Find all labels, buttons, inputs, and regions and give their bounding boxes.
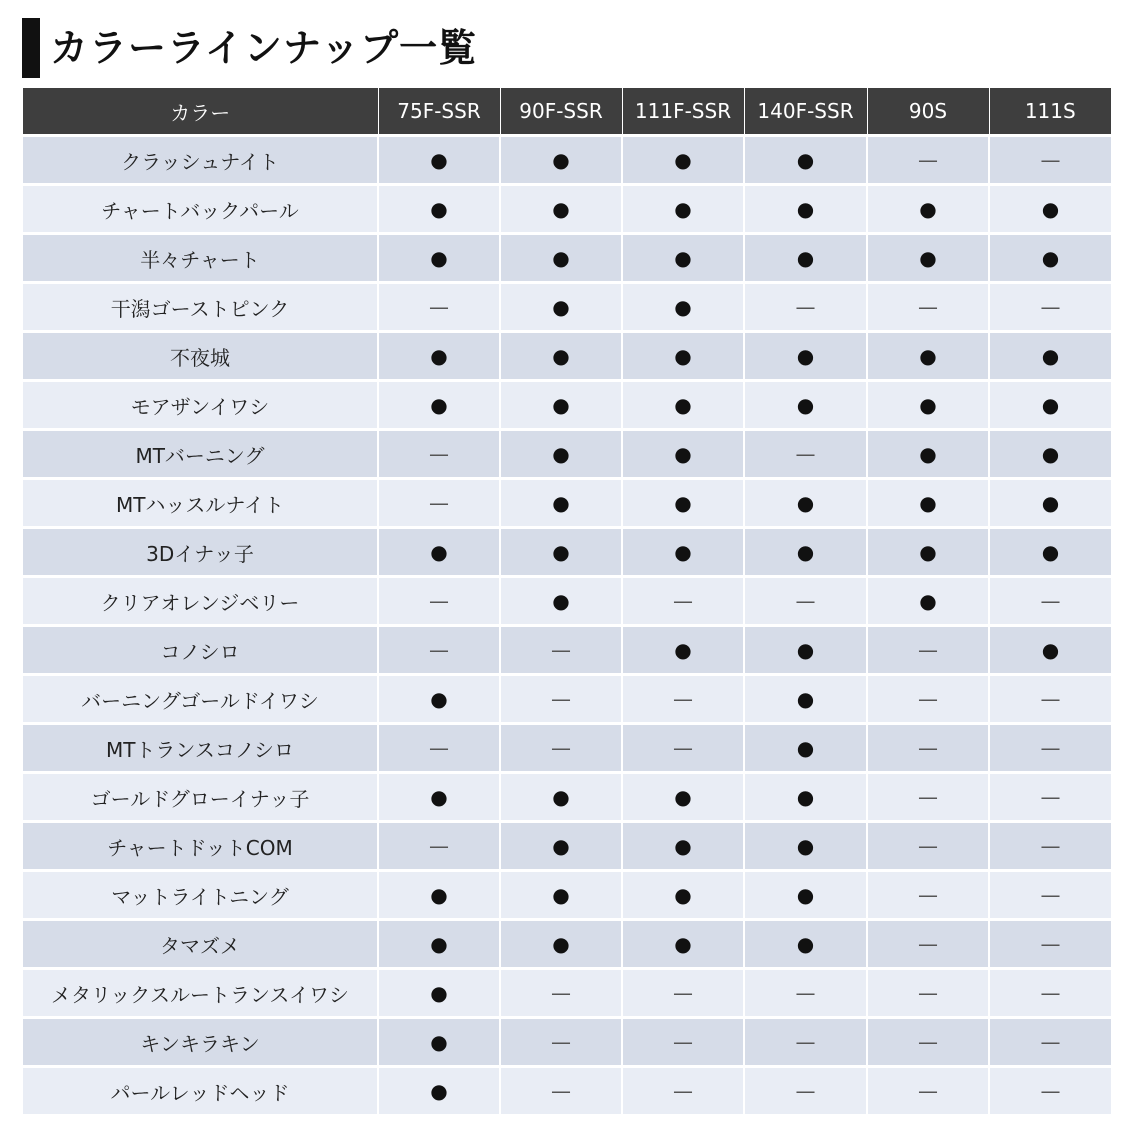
unavailable-mark: — [989, 1067, 1111, 1115]
available-mark: ● [867, 430, 989, 479]
color-name-cell: マットライトニング [23, 871, 378, 920]
unavailable-mark: — [378, 724, 500, 773]
available-mark: ● [744, 724, 867, 773]
available-mark: ● [867, 234, 989, 283]
unavailable-mark: — [378, 479, 500, 528]
unavailable-mark: — [744, 1018, 867, 1067]
available-mark: ● [622, 528, 744, 577]
available-mark: ● [744, 920, 867, 969]
table-row [23, 773, 1111, 822]
page-title-block [22, 18, 477, 78]
available-mark: ● [989, 430, 1111, 479]
unavailable-mark: — [989, 871, 1111, 920]
unavailable-mark: — [989, 724, 1111, 773]
table-row [23, 969, 1111, 1018]
available-mark: ● [500, 528, 622, 577]
available-mark: ● [989, 332, 1111, 381]
unavailable-mark: — [989, 577, 1111, 626]
unavailable-mark: — [622, 577, 744, 626]
color-name-cell: MTハッスルナイト [23, 479, 378, 528]
table-row [23, 381, 1111, 430]
column-header-90f-ssr: 90F-SSR [500, 88, 622, 136]
table-row [23, 577, 1111, 626]
unavailable-mark: — [744, 577, 867, 626]
column-header-75f-ssr: 75F-SSR [378, 88, 500, 136]
available-mark: ● [989, 185, 1111, 234]
table-row [23, 528, 1111, 577]
available-mark: ● [622, 381, 744, 430]
color-name-cell: チャートドットCOM [23, 822, 378, 871]
color-name-cell: 干潟ゴーストピンク [23, 283, 378, 332]
table-row [23, 332, 1111, 381]
available-mark: ● [744, 871, 867, 920]
available-mark: ● [500, 479, 622, 528]
available-mark: ● [500, 577, 622, 626]
available-mark: ● [500, 136, 622, 185]
available-mark: ● [378, 136, 500, 185]
unavailable-mark: — [989, 675, 1111, 724]
color-name-cell: ゴールドグローイナッ子 [23, 773, 378, 822]
available-mark: ● [378, 773, 500, 822]
unavailable-mark: — [867, 1067, 989, 1115]
available-mark: ● [744, 185, 867, 234]
available-mark: ● [378, 528, 500, 577]
color-name-cell: 3Dイナッ子 [23, 528, 378, 577]
color-name-cell: 半々チャート [23, 234, 378, 283]
unavailable-mark: — [378, 577, 500, 626]
available-mark: ● [622, 283, 744, 332]
available-mark: ● [622, 920, 744, 969]
available-mark: ● [500, 871, 622, 920]
unavailable-mark: — [500, 969, 622, 1018]
unavailable-mark: — [622, 1067, 744, 1115]
available-mark: ● [622, 871, 744, 920]
available-mark: ● [989, 234, 1111, 283]
column-header-140f-ssr: 140F-SSR [744, 88, 867, 136]
available-mark: ● [744, 234, 867, 283]
color-name-cell: 不夜城 [23, 332, 378, 381]
unavailable-mark: — [989, 920, 1111, 969]
available-mark: ● [500, 332, 622, 381]
table-row [23, 920, 1111, 969]
available-mark: ● [378, 969, 500, 1018]
unavailable-mark: — [500, 1067, 622, 1115]
available-mark: ● [744, 626, 867, 675]
available-mark: ● [378, 185, 500, 234]
available-mark: ● [378, 1067, 500, 1115]
column-header-90s: 90S [867, 88, 989, 136]
column-header-111f-ssr: 111F-SSR [622, 88, 744, 136]
unavailable-mark: — [867, 675, 989, 724]
available-mark: ● [744, 381, 867, 430]
table-row [23, 626, 1111, 675]
available-mark: ● [867, 332, 989, 381]
column-header-color: カラー [23, 88, 378, 136]
available-mark: ● [744, 773, 867, 822]
unavailable-mark: — [744, 969, 867, 1018]
unavailable-mark: — [989, 822, 1111, 871]
available-mark: ● [500, 822, 622, 871]
unavailable-mark: — [989, 1018, 1111, 1067]
unavailable-mark: — [867, 822, 989, 871]
available-mark: ● [500, 430, 622, 479]
available-mark: ● [378, 920, 500, 969]
available-mark: ● [378, 381, 500, 430]
unavailable-mark: — [867, 871, 989, 920]
unavailable-mark: — [500, 1018, 622, 1067]
available-mark: ● [989, 381, 1111, 430]
column-header-111s: 111S [989, 88, 1111, 136]
available-mark: ● [500, 234, 622, 283]
table-header-row [23, 88, 1111, 136]
table-row [23, 724, 1111, 773]
available-mark: ● [378, 332, 500, 381]
available-mark: ● [867, 479, 989, 528]
unavailable-mark: — [378, 283, 500, 332]
available-mark: ● [500, 773, 622, 822]
table-row [23, 822, 1111, 871]
unavailable-mark: — [867, 1018, 989, 1067]
table-body [23, 136, 1111, 1115]
available-mark: ● [378, 675, 500, 724]
table-row [23, 136, 1111, 185]
available-mark: ● [622, 479, 744, 528]
unavailable-mark: — [378, 430, 500, 479]
unavailable-mark: — [989, 283, 1111, 332]
available-mark: ● [867, 185, 989, 234]
available-mark: ● [622, 773, 744, 822]
unavailable-mark: — [744, 430, 867, 479]
available-mark: ● [744, 822, 867, 871]
unavailable-mark: — [378, 822, 500, 871]
color-name-cell: バーニングゴールドイワシ [23, 675, 378, 724]
available-mark: ● [378, 234, 500, 283]
unavailable-mark: — [867, 626, 989, 675]
unavailable-mark: — [622, 675, 744, 724]
table-row [23, 479, 1111, 528]
available-mark: ● [500, 185, 622, 234]
available-mark: ● [622, 822, 744, 871]
color-name-cell: クラッシュナイト [23, 136, 378, 185]
table-row [23, 185, 1111, 234]
title-accent-bar [22, 18, 40, 78]
table-row [23, 871, 1111, 920]
color-name-cell: タマズメ [23, 920, 378, 969]
unavailable-mark: — [744, 283, 867, 332]
available-mark: ● [378, 1018, 500, 1067]
available-mark: ● [744, 528, 867, 577]
color-name-cell: クリアオレンジベリー [23, 577, 378, 626]
available-mark: ● [378, 871, 500, 920]
available-mark: ● [867, 381, 989, 430]
available-mark: ● [744, 136, 867, 185]
color-name-cell: モアザンイワシ [23, 381, 378, 430]
color-name-cell: MTバーニング [23, 430, 378, 479]
unavailable-mark: — [622, 724, 744, 773]
available-mark: ● [622, 136, 744, 185]
unavailable-mark: — [500, 675, 622, 724]
color-name-cell: チャートバックパール [23, 185, 378, 234]
available-mark: ● [622, 234, 744, 283]
available-mark: ● [622, 185, 744, 234]
available-mark: ● [500, 920, 622, 969]
available-mark: ● [867, 528, 989, 577]
color-name-cell: MTトランスコノシロ [23, 724, 378, 773]
available-mark: ● [867, 577, 989, 626]
available-mark: ● [500, 283, 622, 332]
unavailable-mark: — [867, 920, 989, 969]
table-row [23, 283, 1111, 332]
unavailable-mark: — [989, 136, 1111, 185]
table-row [23, 1067, 1111, 1115]
color-name-cell: メタリックスルートランスイワシ [23, 969, 378, 1018]
available-mark: ● [744, 479, 867, 528]
unavailable-mark: — [867, 283, 989, 332]
color-name-cell: コノシロ [23, 626, 378, 675]
unavailable-mark: — [500, 626, 622, 675]
unavailable-mark: — [500, 724, 622, 773]
available-mark: ● [989, 626, 1111, 675]
available-mark: ● [622, 430, 744, 479]
unavailable-mark: — [989, 969, 1111, 1018]
available-mark: ● [622, 332, 744, 381]
unavailable-mark: — [744, 1067, 867, 1115]
unavailable-mark: — [622, 969, 744, 1018]
table-row [23, 1018, 1111, 1067]
unavailable-mark: — [867, 136, 989, 185]
available-mark: ● [989, 528, 1111, 577]
available-mark: ● [989, 479, 1111, 528]
unavailable-mark: — [867, 724, 989, 773]
available-mark: ● [744, 675, 867, 724]
available-mark: ● [622, 626, 744, 675]
available-mark: ● [744, 332, 867, 381]
unavailable-mark: — [378, 626, 500, 675]
page-title: カラーラインナップ一覧 [50, 26, 478, 70]
available-mark: ● [500, 381, 622, 430]
unavailable-mark: — [867, 773, 989, 822]
color-lineup-table [23, 88, 1111, 1114]
table-row [23, 675, 1111, 724]
table-row [23, 430, 1111, 479]
table-row [23, 234, 1111, 283]
unavailable-mark: — [622, 1018, 744, 1067]
color-name-cell: パールレッドヘッド [23, 1067, 378, 1115]
unavailable-mark: — [989, 773, 1111, 822]
color-name-cell: キンキラキン [23, 1018, 378, 1067]
unavailable-mark: — [867, 969, 989, 1018]
